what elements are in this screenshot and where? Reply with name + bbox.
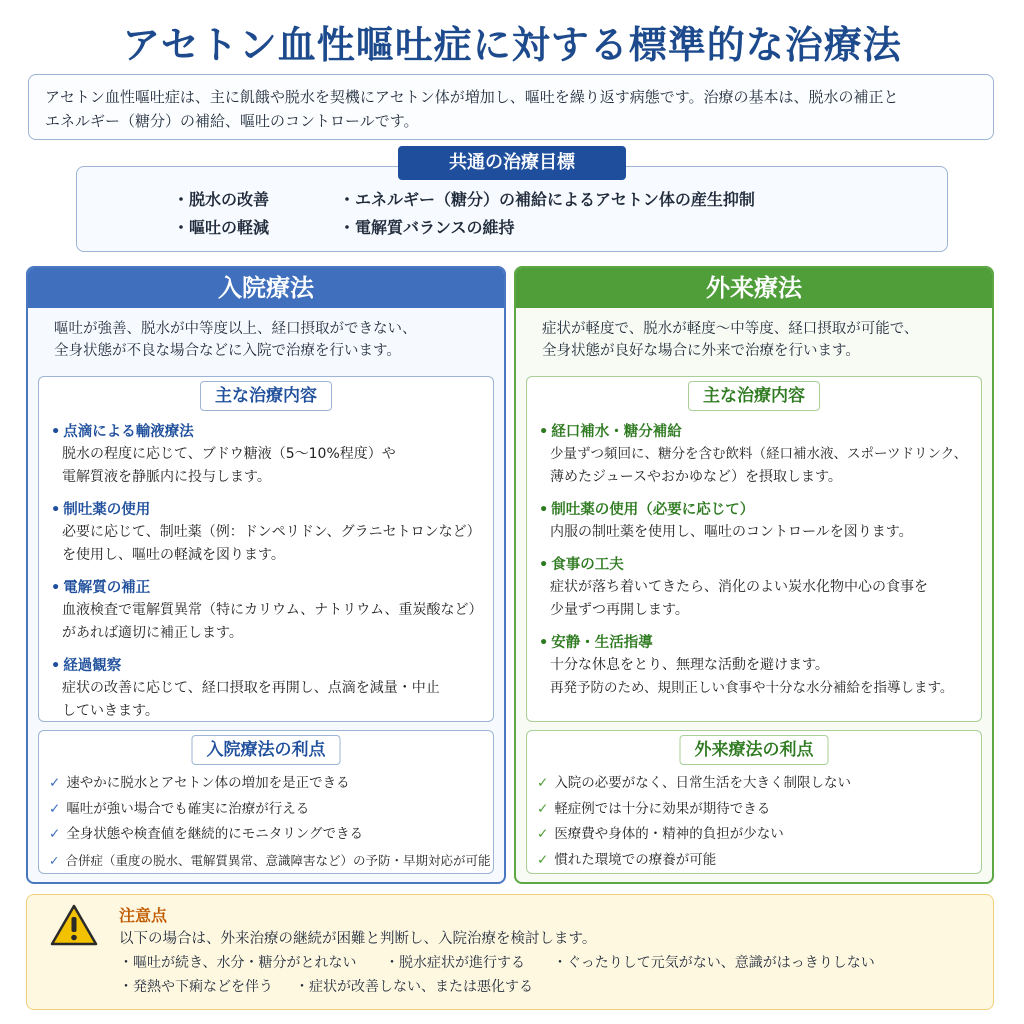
treatment-item: • 安静・生活指導 十分な休息をとり、無理な活動を避けます。 再発予防のため、規則正しい食事や十分な水分補給を指導します。: [539, 635, 954, 696]
treatment-item: • 制吐薬の使用 必要に応じて、制吐薬（例：ドンペリドン、グラニセトロンなど） を使用し、嘔吐の軽減を図ります。: [51, 502, 481, 563]
outpatient-heading: 外来療法: [516, 268, 992, 308]
inpatient-advantages-heading: 入院療法の利点: [192, 735, 341, 765]
intro-line-1: アセトン血性嘔吐症は、主に飢餓や脱水を契機にアセトン体が増加し、嘔吐を繰り返す病態です。治療の基本は、脱水の補正と: [45, 88, 899, 106]
check-icon: ✓: [49, 775, 61, 791]
caution-body: 以下の場合は、外来治療の継続が困難と判断し、入院治療を検討します。: [119, 931, 597, 947]
inpatient-treatment-heading: 主な治療内容: [200, 381, 332, 411]
caution-point: ・発熱や下痢などを伴う: [119, 979, 273, 995]
outpatient-treatment-heading: 主な治療内容: [688, 381, 820, 411]
caution-box: [26, 894, 994, 1010]
inpatient-description: 嘔吐が強善、脱水が中等度以上、経口摂取ができない、 全身状態が不良な場合などに入院で治療を行います。: [54, 321, 417, 359]
page-title: アセトン血性嘔吐症に対する標準的な治療法: [122, 23, 902, 67]
advantage-item: ✓ 入院の必要がなく、日常生活を大きく制限しない: [537, 775, 852, 791]
treatment-item: • 電解質の補正 血液検査で電解質異常（特にカリウム、ナトリウム、重炭酸など） があれば適切に補正します。: [51, 580, 483, 641]
outpatient-treatment-box: [526, 376, 982, 722]
outpatient-panel: [514, 266, 994, 884]
advantage-item: ✓ 速やかに脱水とアセトン体の増加を是正できる: [49, 775, 350, 791]
caution-point: ・脱水症状が進行する: [385, 955, 525, 971]
caution-point: ・ぐったりして元気がない、意識がはっきりしない: [553, 955, 875, 971]
check-icon: ✓: [537, 800, 549, 817]
outpatient-advantages-heading: 外来療法の利点: [680, 735, 829, 765]
treatment-item: • 点滴による輸液療法 脱水の程度に応じて、ブドウ糖液（5〜10%程度）や 電解質液を静脈内に投与します。: [51, 424, 396, 485]
check-icon: ✓: [537, 826, 549, 842]
check-icon: ✓: [49, 852, 60, 868]
outpatient-description: 症状が軽度で、脱水が軽度〜中等度、経口摂取が可能で、 全身状態が良好な場合に外来で治療を行います。: [542, 321, 919, 359]
treatment-item: • 制吐薬の使用（必要に応じて） 内服の制吐薬を使用し、嘔吐のコントロールを図ります。: [539, 502, 913, 540]
advantage-item: ✓ 慣れた環境での療養が可能: [537, 851, 717, 868]
common-goals-heading: 共通の治療目標: [398, 146, 626, 180]
caution-point: ・嘔吐が続き、水分・糖分がとれない: [119, 955, 357, 971]
goal-item: ・エネルギー（糖分）の補給によるアセトン体の産生抑制: [339, 190, 755, 209]
advantage-item: ✓ 医療費や身体的・精神的負担が少ない: [537, 826, 784, 842]
goal-item: ・電解質バランスの維持: [339, 218, 515, 237]
check-icon: ✓: [537, 851, 549, 868]
caution-title: 注意点: [119, 906, 168, 925]
outpatient-advantages-box: [526, 730, 982, 874]
advantage-item: ✓ 軽症例では十分に効果が期待できる: [537, 800, 771, 817]
goal-item: ・脱水の改善: [173, 190, 270, 209]
treatment-item: • 食事の工夫 症状が落ち着いてきたら、消化のよい炭水化物中心の食事を 少量ずつ再開します。: [539, 557, 928, 618]
advantage-item: ✓ 全身状態や検査値を継続的にモニタリングできる: [49, 826, 364, 842]
inpatient-heading: 入院療法: [28, 268, 504, 308]
advantage-item: ✓ 合併症（重度の脱水、電解質異常、意識障害など）の予防・早期対応が可能: [49, 852, 491, 868]
goal-item: ・嘔吐の軽減: [173, 218, 270, 237]
intro-line-2: エネルギー（糖分）の補給、嘔吐のコントロールです。: [45, 112, 419, 130]
warning-triangle-icon: [49, 903, 99, 947]
treatment-item: • 経過観察 症状の改善に応じて、経口摂取を再開し、点滴を減量・中止 していきます。: [51, 658, 440, 719]
intro-box: [28, 74, 994, 140]
check-icon: ✓: [49, 800, 61, 817]
inpatient-advantages-box: [38, 730, 494, 874]
caution-point: ・症状が改善しない、または悪化する: [295, 979, 533, 995]
check-icon: ✓: [537, 775, 549, 791]
inpatient-treatment-box: [38, 376, 494, 722]
advantage-item: ✓ 嘔吐が強い場合でも確実に治療が行える: [49, 800, 310, 817]
inpatient-panel: [26, 266, 506, 884]
check-icon: ✓: [49, 826, 61, 842]
treatment-item: • 経口補水・糖分補給 少量ずつ頻回に、糖分を含む飲料（経口補水液、スポーツドリンク、 薄めたジュースやおかゆなど）を摂取します。: [539, 424, 968, 485]
